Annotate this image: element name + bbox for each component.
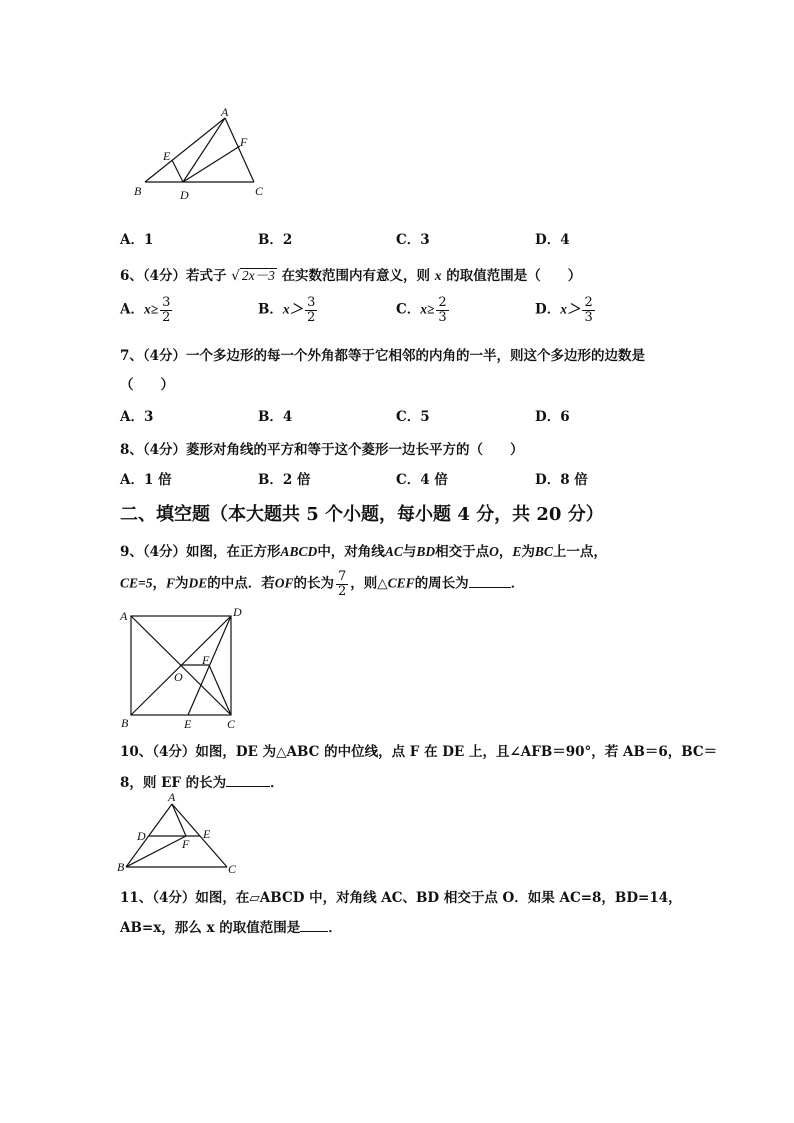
q6-prefix: 6、（4分）若式子 bbox=[120, 268, 227, 284]
fig5-label-b: B bbox=[134, 184, 142, 198]
q5-option-b[interactable]: B．2 bbox=[258, 232, 293, 248]
q8-option-a[interactable]: A．1 倍 bbox=[120, 472, 172, 488]
q9-stem-line2 bbox=[120, 570, 524, 598]
q11-answer-blank[interactable] bbox=[300, 919, 328, 932]
q6-option-a-den: 2 bbox=[162, 309, 171, 325]
fig5-label-a: A bbox=[221, 105, 229, 119]
q9-frac-num: 7 bbox=[338, 569, 347, 584]
q6-option-c[interactable] bbox=[396, 296, 451, 324]
fig5-side-ac bbox=[225, 118, 254, 182]
q10-line2-text: 8，则 EF 的长为 bbox=[120, 775, 227, 791]
fig10-label-c: C bbox=[228, 862, 237, 874]
fig5-segment-da bbox=[183, 118, 225, 182]
q5-option-d[interactable]: D．4 bbox=[535, 232, 570, 248]
q7-option-d[interactable]: D．6 bbox=[535, 409, 570, 425]
q11-line2-text: AB=x，那么 x 的取值范围是 bbox=[120, 920, 301, 936]
q7-stem-line1: 7、（4分）一个多边形的每一个外角都等于它相邻的内角的一半，则这个多边形的边数是 bbox=[120, 348, 646, 364]
q9-l1-c: 中，对角线 bbox=[317, 544, 385, 560]
fig10-label-e: E bbox=[203, 827, 211, 841]
q6-option-a-fraction bbox=[160, 296, 172, 324]
q5-option-a[interactable]: A．1 bbox=[120, 232, 154, 248]
q6-option-b-den: 2 bbox=[307, 309, 316, 325]
q6-option-c-fraction bbox=[436, 296, 448, 324]
q11-line2-end: ． bbox=[328, 920, 342, 936]
q9-l2-b: ， bbox=[152, 575, 166, 592]
q7-stem-line2: （ ） bbox=[120, 377, 174, 393]
q11-stem-line2 bbox=[120, 916, 342, 936]
q6-radicand: 2x－3 bbox=[241, 268, 275, 283]
q6-option-d-fraction bbox=[582, 296, 594, 324]
q6-option-c-label: C． bbox=[396, 301, 421, 318]
q9-l2-a: CE=5 bbox=[120, 575, 153, 591]
fig9-label-d: D bbox=[233, 605, 242, 619]
q9-l1-e: 与 bbox=[402, 544, 417, 560]
q6-option-b-fraction bbox=[305, 296, 317, 324]
q9-l2-h: 的长为 bbox=[293, 575, 334, 592]
q7-option-c[interactable]: C．5 bbox=[396, 409, 430, 425]
q5-triangle-figure bbox=[128, 104, 278, 204]
fig5-side-ab bbox=[145, 118, 225, 182]
q9-l1-k: 为 bbox=[521, 544, 535, 560]
q9-l2-c: F bbox=[165, 575, 175, 591]
q8-option-b[interactable]: B．2 倍 bbox=[258, 472, 311, 488]
q6-option-c-expr: x≥ bbox=[420, 301, 435, 317]
q9-l1-j: E bbox=[512, 544, 522, 559]
sqrt-icon: √ bbox=[231, 268, 240, 284]
q8-option-d[interactable]: D．8 倍 bbox=[535, 472, 588, 488]
q6-option-d[interactable] bbox=[535, 296, 597, 324]
q7-option-a[interactable]: A．3 bbox=[120, 409, 154, 425]
q9-stem-line1 bbox=[120, 540, 607, 560]
fig5-label-d: D bbox=[180, 188, 189, 202]
q6-option-d-label: D． bbox=[535, 301, 561, 318]
q6-option-d-num: 2 bbox=[584, 295, 593, 310]
fig10-label-f: F bbox=[182, 837, 190, 851]
q10-triangle-figure bbox=[116, 792, 246, 874]
q10-stem-line2 bbox=[120, 771, 284, 791]
q10-stem-line1: 10、（4分）如图，DE 为△ABC 的中位线，点 F 在 DE 上，且∠AFB＝90°，若 AB＝6，BC＝ bbox=[120, 744, 718, 760]
q9-l1-m: 上一点， bbox=[552, 544, 607, 560]
q9-answer-blank[interactable] bbox=[469, 575, 511, 588]
q9-l2-i: ，则△ bbox=[350, 575, 388, 592]
q9-l2-end: ． bbox=[510, 575, 525, 592]
q9-l2-j: CEF bbox=[387, 575, 415, 591]
fig9-label-o: O bbox=[174, 670, 183, 684]
q9-square-figure bbox=[116, 604, 246, 732]
section-2-heading: 二、填空题（本大题共 5 个小题，每小题 4 分，共 20 分） bbox=[120, 504, 604, 525]
q9-l2-d: 为 bbox=[174, 575, 189, 592]
fig10-segment-af bbox=[172, 804, 186, 836]
fig9-label-e: E bbox=[184, 717, 192, 731]
q6-option-b[interactable] bbox=[258, 296, 319, 324]
q10-answer-blank[interactable] bbox=[226, 774, 270, 787]
q6-option-a-label: A． bbox=[120, 301, 144, 318]
q6-option-d-expr: x＞ bbox=[560, 301, 581, 317]
q6-option-a-num: 3 bbox=[162, 295, 171, 310]
fig5-label-c: C bbox=[255, 184, 264, 198]
fig5-label-e: E bbox=[163, 149, 171, 163]
q9-l1-i: ， bbox=[498, 544, 513, 560]
fig5-label-f: F bbox=[240, 135, 248, 149]
q8-option-c[interactable]: C．4 倍 bbox=[396, 472, 448, 488]
q9-l1-l: BC bbox=[534, 544, 553, 559]
q9-fraction bbox=[336, 570, 348, 598]
q9-l1-h: O bbox=[489, 544, 499, 559]
q6-option-b-expr: x＞ bbox=[282, 301, 304, 317]
q6-stem bbox=[120, 264, 581, 284]
q5-option-c[interactable]: C．3 bbox=[396, 232, 430, 248]
q6-suffix-a: 在实数范围内有意义，则 bbox=[281, 268, 431, 284]
fig10-label-b: B bbox=[117, 860, 125, 874]
fig9-label-f: F bbox=[202, 653, 210, 667]
q7-option-b[interactable]: B．4 bbox=[258, 409, 293, 425]
fig9-segment-fc bbox=[209, 665, 231, 715]
q6-option-a-expr: x≥ bbox=[143, 301, 159, 317]
q9-l1-d: AC bbox=[384, 544, 403, 559]
q10-line2-end: ． bbox=[270, 775, 284, 791]
q6-option-a[interactable] bbox=[120, 296, 174, 324]
q8-stem: 8、（4分）菱形对角线的平方和等于这个菱形一边长平方的（ ） bbox=[120, 442, 524, 458]
q9-l1-b: ABCD bbox=[280, 544, 318, 559]
q9-l2-g: OF bbox=[274, 575, 294, 591]
q6-option-b-num: 3 bbox=[307, 295, 316, 310]
q9-l2-k: 的周长为 bbox=[414, 575, 469, 592]
q9-frac-den: 2 bbox=[338, 583, 347, 599]
q6-option-d-den: 3 bbox=[584, 309, 593, 325]
q9-l1-f: BD bbox=[416, 544, 436, 559]
q6-option-c-den: 3 bbox=[438, 309, 447, 325]
q9-l1-g: 相交于点 bbox=[435, 544, 490, 560]
fig9-label-b: B bbox=[121, 716, 129, 730]
fig5-segment-df bbox=[183, 146, 240, 182]
q11-stem-line1: 11、（4分）如图，在▱ABCD 中，对角线 AC、BD 相交于点 O．如果 AC=8，BD=14， bbox=[120, 890, 682, 906]
fig9-label-a: A bbox=[120, 609, 128, 623]
q6-suffix-b: 的取值范围是（ ） bbox=[446, 268, 582, 284]
q6-var: x bbox=[434, 268, 442, 283]
fig5-segment-ed bbox=[172, 160, 183, 182]
q9-l2-e: DE bbox=[188, 575, 208, 591]
q9-l2-f: 的中点．若 bbox=[207, 575, 275, 592]
fig10-label-a: A bbox=[168, 792, 176, 804]
q6-option-c-num: 2 bbox=[438, 295, 447, 310]
fig9-label-c: C bbox=[227, 717, 236, 731]
q9-l1-a: 9、（4分）如图，在正方形 bbox=[120, 544, 281, 560]
fig10-label-d: D bbox=[137, 829, 146, 843]
fig10-segment-bf bbox=[126, 836, 186, 867]
q6-option-b-label: B． bbox=[258, 301, 283, 318]
